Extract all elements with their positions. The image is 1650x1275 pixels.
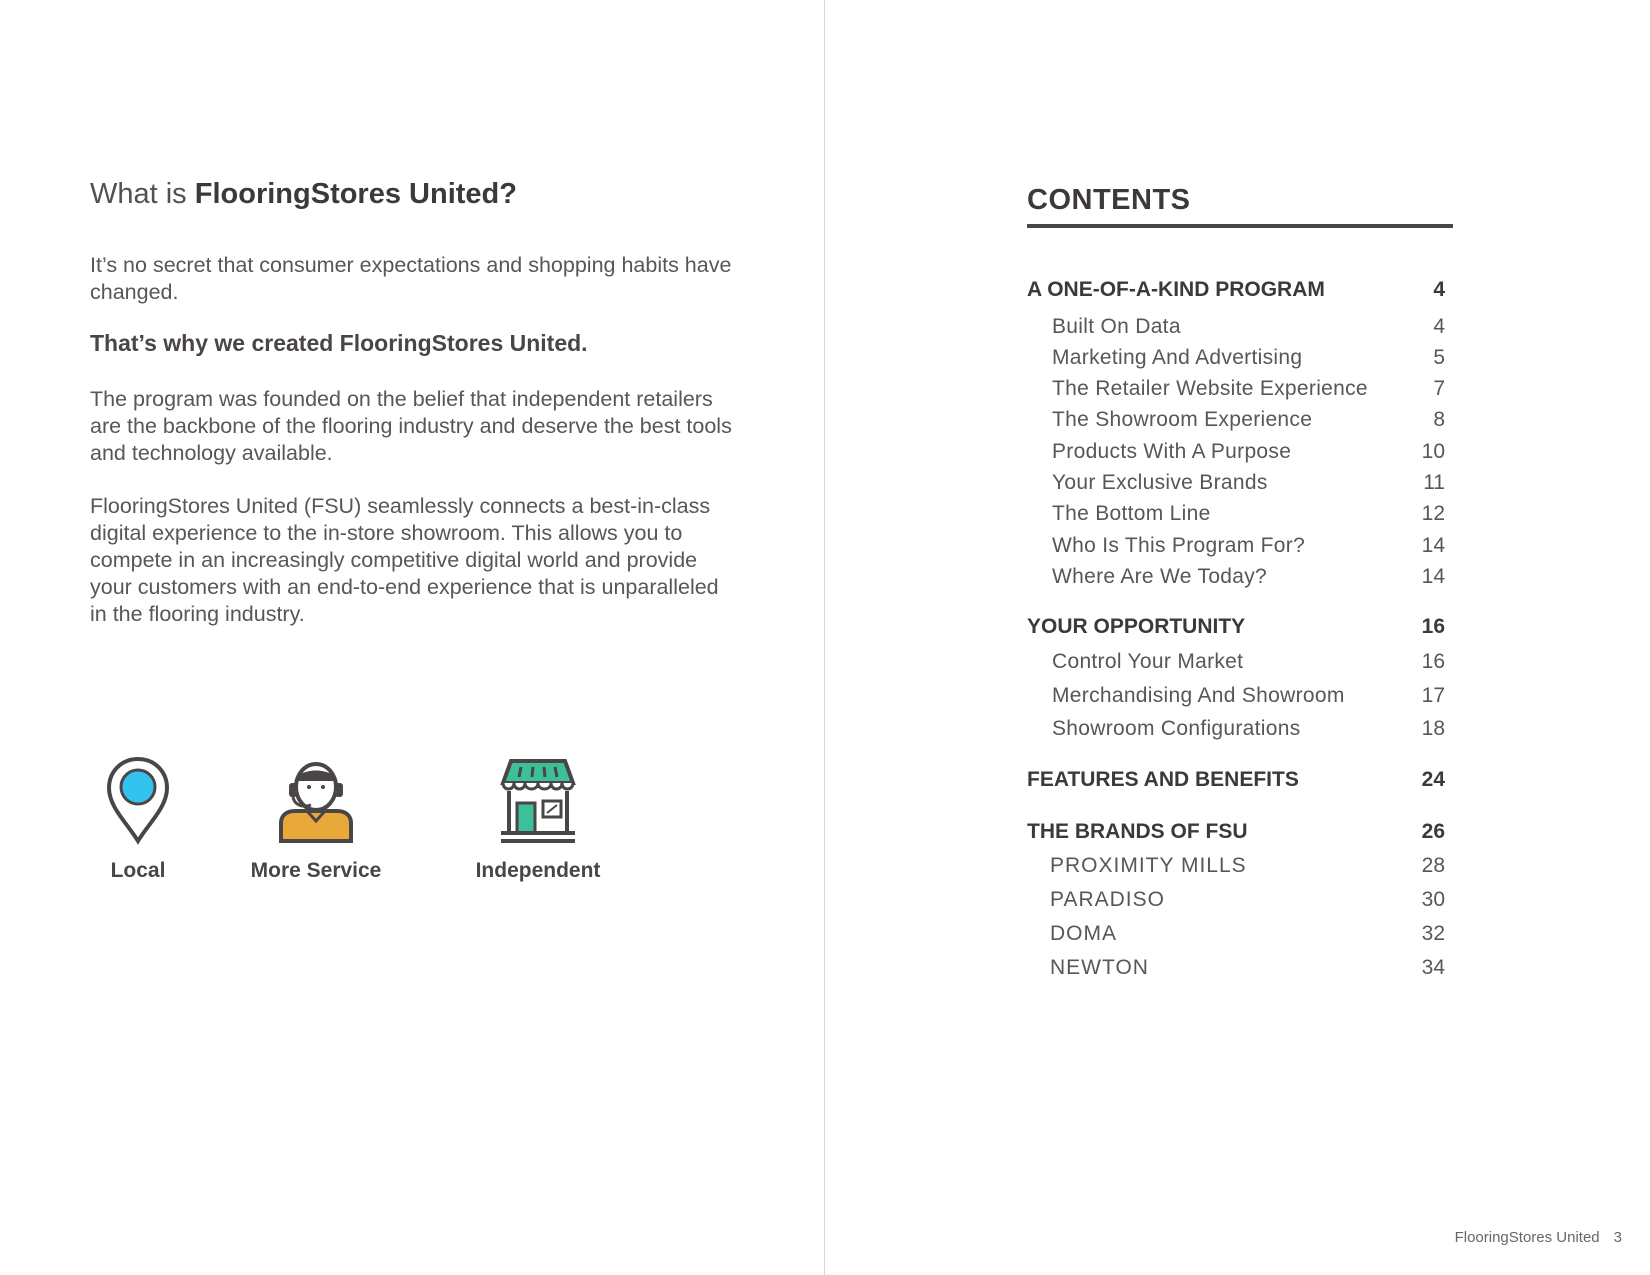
contents-title: CONTENTS <box>1027 184 1191 216</box>
toc-item[interactable]: Products With A Purpose 10 <box>1052 440 1445 463</box>
customer-service-icon <box>273 755 359 845</box>
toc-item[interactable]: DOMA 32 <box>1050 922 1445 945</box>
toc-item[interactable]: NEWTON 34 <box>1050 956 1445 979</box>
storefront-icon <box>495 755 581 845</box>
toc-section[interactable]: A ONE-OF-A-KIND PROGRAM 4 <box>1027 278 1445 301</box>
toc-item[interactable]: Your Exclusive Brands 11 <box>1052 471 1445 494</box>
toc-item[interactable]: Where Are We Today? 14 <box>1052 565 1445 588</box>
page-footer <box>1455 1229 1622 1246</box>
service-label: More Service <box>250 859 382 882</box>
toc-item[interactable]: Showroom Configurations 18 <box>1052 717 1445 740</box>
contents-underline <box>1027 224 1453 228</box>
intro-paragraph-1: It’s no secret that consumer expectations and shopping habits have changed. <box>90 253 732 304</box>
local-label: Local <box>110 859 166 882</box>
footer-brand: FlooringStores United <box>1454 1229 1600 1246</box>
intro-paragraph-2: The program was founded on the belief that independent retailers are the backbone of the flooring industry and deserve the best tools and technology available. <box>90 387 732 465</box>
toc-section[interactable]: THE BRANDS OF FSU 26 <box>1027 820 1445 843</box>
page-number: 3 <box>1613 1229 1622 1246</box>
intro-paragraph-3: FlooringStores United (FSU) seamlessly connects a best-in-class digital experience to the in-store showroom. This allows you to compete in an increasingly competitive digital world and provide your customers with an end-to-end experience that is unparalleled in the flooring industry. <box>90 494 719 626</box>
toc-item[interactable]: Built On Data 4 <box>1052 315 1445 338</box>
toc-item[interactable]: PARADISO 30 <box>1050 888 1445 911</box>
independent-label: Independent <box>475 859 601 882</box>
location-pin-icon <box>105 755 171 845</box>
service-feature <box>246 755 386 883</box>
toc-item[interactable]: The Bottom Line 12 <box>1052 502 1445 525</box>
intro-heading: What is FlooringStores United? <box>90 178 517 210</box>
local-feature <box>98 755 178 883</box>
toc-item[interactable]: The Showroom Experience 8 <box>1052 408 1445 431</box>
toc-section[interactable]: FEATURES AND BENEFITS 24 <box>1027 768 1445 791</box>
independent-feature <box>468 755 608 883</box>
toc-item[interactable]: Marketing And Advertising 5 <box>1052 346 1445 369</box>
toc-item[interactable]: Control Your Market 16 <box>1052 650 1445 673</box>
toc-item[interactable]: Who Is This Program For? 14 <box>1052 534 1445 557</box>
toc-item[interactable]: The Retailer Website Experience 7 <box>1052 377 1445 400</box>
page-spine <box>824 0 825 1275</box>
toc-section[interactable]: YOUR OPPORTUNITY 16 <box>1027 615 1445 638</box>
toc-item[interactable]: Merchandising And Showroom 17 <box>1052 684 1445 707</box>
toc-item[interactable]: PROXIMITY MILLS 28 <box>1050 854 1445 877</box>
intro-lead: That’s why we created FlooringStores United. <box>90 330 588 356</box>
